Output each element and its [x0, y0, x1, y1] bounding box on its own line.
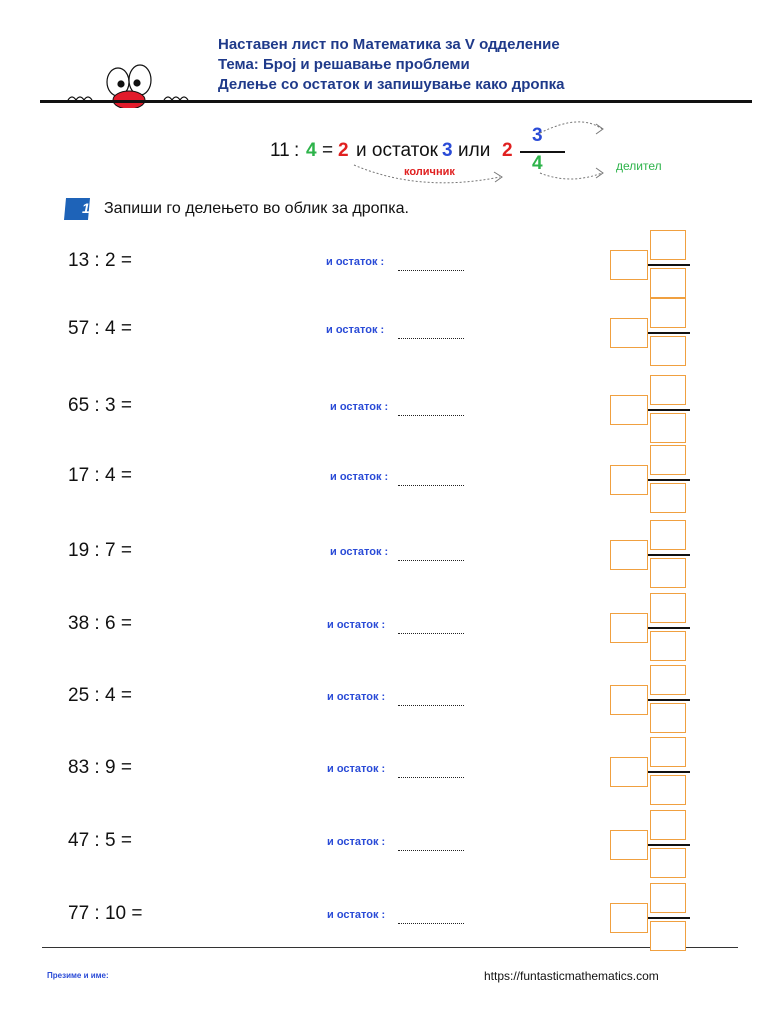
website-url: https://funtasticmathematics.com — [484, 969, 659, 983]
fraction-bar — [648, 699, 690, 701]
remainder-label: и остаток : — [326, 256, 385, 268]
division-expression: 47 : 5 = — [68, 830, 132, 851]
footer-divider — [42, 947, 738, 948]
example-or-text: или — [458, 140, 491, 161]
whole-number-box[interactable] — [610, 757, 648, 787]
remainder-answer-line[interactable] — [398, 270, 464, 271]
whole-number-box[interactable] — [610, 540, 648, 570]
remainder-label: и остаток : — [327, 836, 386, 848]
example-quotient: 2 — [338, 140, 349, 161]
division-expression: 25 : 4 = — [68, 685, 132, 706]
example-whole: 2 — [502, 140, 513, 161]
header-divider — [40, 100, 752, 103]
whole-number-box[interactable] — [610, 613, 648, 643]
fraction-bar — [648, 554, 690, 556]
numerator-box[interactable] — [650, 445, 686, 475]
remainder-label: и остаток : — [330, 471, 389, 483]
remainder-label: и остаток : — [326, 324, 385, 336]
name-label: Презиме и име: — [47, 971, 109, 980]
example-colon: : — [294, 140, 300, 161]
fraction-bar — [648, 844, 690, 846]
division-expression: 13 : 2 = — [68, 250, 132, 271]
denominator-box[interactable] — [650, 631, 686, 661]
remainder-answer-line[interactable] — [398, 923, 464, 924]
example-divisor: 4 — [306, 140, 317, 161]
denominator-box[interactable] — [650, 703, 686, 733]
title-line-1: Наставен лист по Математика за V одделение — [218, 36, 560, 53]
example-numerator: 3 — [532, 125, 543, 146]
numerator-box[interactable] — [650, 593, 686, 623]
fraction-bar — [648, 332, 690, 334]
denominator-box[interactable] — [650, 413, 686, 443]
whole-number-box[interactable] — [610, 903, 648, 933]
division-expression: 65 : 3 = — [68, 395, 132, 416]
remainder-label: и остаток : — [330, 546, 389, 558]
remainder-label: и остаток : — [327, 691, 386, 703]
denominator-box[interactable] — [650, 268, 686, 298]
whole-number-box[interactable] — [610, 395, 648, 425]
example-remainder: 3 — [442, 140, 453, 161]
example-dividend: 11 — [270, 140, 290, 161]
fraction-bar — [648, 479, 690, 481]
remainder-answer-line[interactable] — [398, 705, 464, 706]
task-instruction: Запиши го делењето во облик за дропка. — [104, 200, 409, 217]
example-arrows — [340, 115, 630, 195]
quotient-label: количник — [404, 166, 455, 178]
remainder-label: и остаток : — [330, 401, 389, 413]
whole-number-box[interactable] — [610, 830, 648, 860]
denominator-box[interactable] — [650, 558, 686, 588]
remainder-label: и остаток : — [327, 619, 386, 631]
remainder-answer-line[interactable] — [398, 415, 464, 416]
denominator-box[interactable] — [650, 336, 686, 366]
remainder-answer-line[interactable] — [398, 560, 464, 561]
fraction-bar — [648, 771, 690, 773]
remainder-answer-line[interactable] — [398, 338, 464, 339]
example-denominator: 4 — [532, 153, 543, 174]
whole-number-box[interactable] — [610, 318, 648, 348]
denominator-box[interactable] — [650, 775, 686, 805]
whole-number-box[interactable] — [610, 685, 648, 715]
numerator-box[interactable] — [650, 375, 686, 405]
remainder-answer-line[interactable] — [398, 777, 464, 778]
example-equals: = — [322, 140, 334, 161]
remainder-answer-line[interactable] — [398, 485, 464, 486]
division-expression: 19 : 7 = — [68, 540, 132, 561]
numerator-box[interactable] — [650, 520, 686, 550]
whole-number-box[interactable] — [610, 250, 648, 280]
numerator-box[interactable] — [650, 737, 686, 767]
denominator-box[interactable] — [650, 483, 686, 513]
numerator-box[interactable] — [650, 298, 686, 328]
title-line-3: Делење со остаток и запишување како дропка — [218, 76, 565, 93]
fraction-bar — [648, 917, 690, 919]
whole-number-box[interactable] — [610, 465, 648, 495]
remainder-label: и остаток : — [327, 763, 386, 775]
denominator-box[interactable] — [650, 848, 686, 878]
divisor-label: делител — [616, 159, 662, 173]
numerator-box[interactable] — [650, 230, 686, 260]
division-expression: 17 : 4 = — [68, 465, 132, 486]
task-number: 1 — [82, 200, 90, 216]
title-line-2: Тема: Број и решавање проблеми — [218, 56, 470, 73]
remainder-label: и остаток : — [327, 909, 386, 921]
division-expression: 83 : 9 = — [68, 757, 132, 778]
division-expression: 38 : 6 = — [68, 613, 132, 634]
remainder-answer-line[interactable] — [398, 850, 464, 851]
fraction-bar — [648, 264, 690, 266]
numerator-box[interactable] — [650, 810, 686, 840]
fraction-bar — [648, 627, 690, 629]
fraction-bar — [648, 409, 690, 411]
denominator-box[interactable] — [650, 921, 686, 951]
numerator-box[interactable] — [650, 665, 686, 695]
numerator-box[interactable] — [650, 883, 686, 913]
remainder-answer-line[interactable] — [398, 633, 464, 634]
division-expression: 57 : 4 = — [68, 318, 132, 339]
example-remainder-text: и остаток — [356, 140, 438, 161]
division-expression: 77 : 10 = — [68, 903, 143, 924]
